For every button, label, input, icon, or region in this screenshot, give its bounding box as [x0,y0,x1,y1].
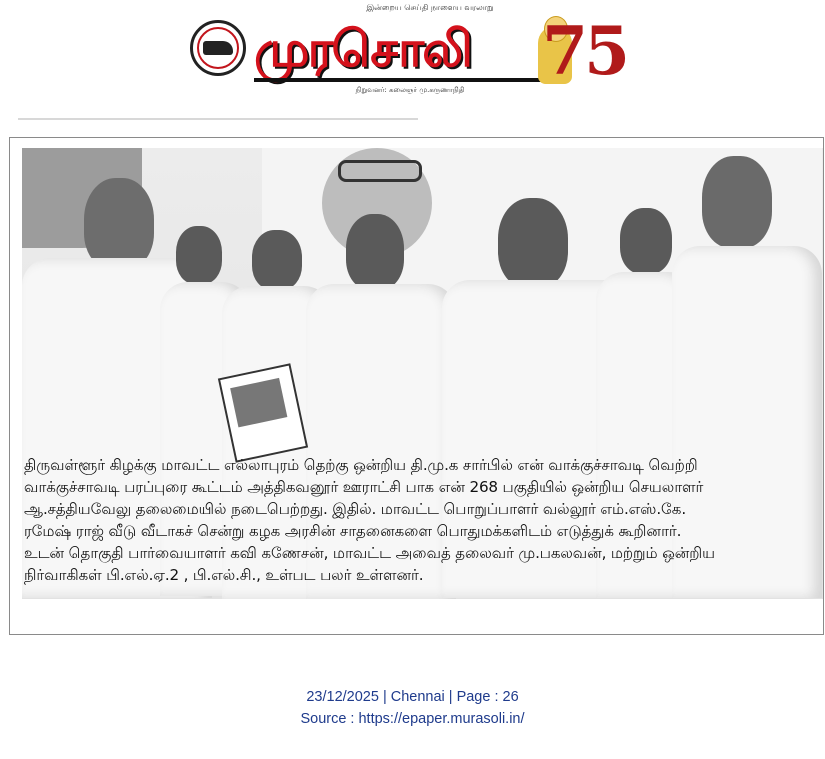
masthead-tagline: இன்றைய செய்தி நாளைய வரலாறு [366,3,494,12]
news-clipping [9,137,824,635]
caption-line: ஆ.சத்தியவேலு தலைமையில் நடைபெற்றது. இதில். மாவட்ட பொறுப்பாளர் வல்லூர் எம்.எஸ்.கே. [24,500,686,518]
masthead [180,0,640,104]
caption-line: ரமேஷ் ராஜ் வீடு வீடாகச் சென்று கழக அரசின் சாதனைகளை பொதுமக்களிடம் எடுத்துக் கூறினார். [24,522,682,540]
party-seal-logo [190,20,246,76]
divider [18,118,418,120]
caption-line: வாக்குச்சாவடி பரப்புரை கூட்டம் அத்திகவனூர் ஊராட்சி பாக என் 268 பகுதியில் ஒன்றிய செயலாளர் [24,478,704,496]
anniversary-badge [532,8,632,98]
anniversary-number: 75 [542,12,626,90]
article-caption [24,454,820,586]
clipping-source: Source : https://epaper.murasoli.in/ [300,711,525,727]
clipping-footer [0,686,825,730]
newspaper-logo: முரசொலி [254,20,471,78]
masthead-founder: நிறுவனர்: கலைஞர் மு.கருணாநிதி [355,86,465,94]
caption-line: திருவள்ளூர் கிழக்கு மாவட்ட எல்லாபுரம் தெற்கு ஒன்றிய தி.மு.க சார்பில் என் வாக்குச்சாவடி வெற்றி [24,456,698,474]
clipping-meta: 23/12/2025 | Chennai | Page : 26 [306,689,519,705]
caption-line: நிர்வாகிகள் பி.எல்.ஏ.2 , பி.எல்.சி., உள்பட பலர் உள்ளனர். [24,566,424,584]
caption-line: உடன் தொகுதி பார்வையாளர் கவி கணேசன், மாவட்ட அவைத் தலைவர் மு.பகலவன், மற்றும் ஒன்றிய [24,544,715,562]
logo-underline [254,78,544,82]
